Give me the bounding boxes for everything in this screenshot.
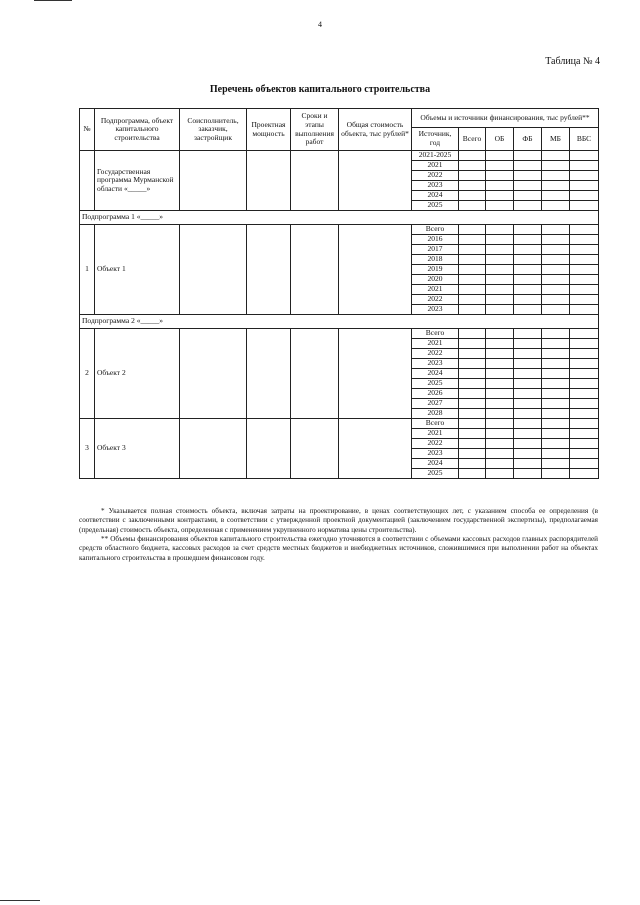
year-cell: 2024 — [412, 369, 459, 379]
object-3-num: 3 — [80, 419, 95, 479]
object-1-num: 1 — [80, 225, 95, 315]
header-program: Подпрограмма, объект капитального строительства — [95, 109, 180, 151]
header-executor: Соисполнитель, заказчик, застройщик — [180, 109, 247, 151]
object-2-name: Объект 2 — [95, 329, 180, 419]
year-cell: Всего — [412, 419, 459, 429]
header-total: Всего — [459, 128, 486, 151]
table-row — [80, 225, 599, 235]
year-cell: 2018 — [412, 255, 459, 265]
subprogram-1-label: Подпрограмма 1 «_____» — [80, 211, 599, 225]
footnotes — [79, 507, 598, 563]
year-cell: 2021 — [412, 161, 459, 171]
year-cell: 2021-2025 — [412, 151, 459, 161]
header-capacity: Проектная мощность — [247, 109, 291, 151]
year-cell: 2022 — [412, 439, 459, 449]
page-title: Перечень объектов капитального строительства — [209, 84, 431, 95]
year-cell: 2026 — [412, 389, 459, 399]
top-edge-line — [34, 0, 72, 1]
year-cell: 2024 — [412, 191, 459, 201]
capital-objects-table — [79, 108, 599, 479]
year-cell: 2017 — [412, 245, 459, 255]
program-name: Государственная программа Мурманской области «_____» — [95, 151, 180, 211]
year-cell: 2025 — [412, 379, 459, 389]
year-cell: 2020 — [412, 275, 459, 285]
table-row — [80, 151, 599, 161]
header-fb: ФБ — [514, 128, 542, 151]
header-funding: Объемы и источники финансирования, тыс рублей** — [412, 109, 599, 128]
footnote-2: ** Объемы финансирования объектов капитального строительства ежегодно уточняются в соответствии с объемами кассовых расходов главных распорядителей средств областного бюджета, кассовых расходов за счет средств местных бюджетов и внебюджетных источников, сложившимися при выполнении работ на объектах капитального строительства в прошедшем финансовом году. — [79, 535, 598, 562]
year-cell: 2016 — [412, 235, 459, 245]
year-cell: 2028 — [412, 409, 459, 419]
year-cell: 2023 — [412, 449, 459, 459]
table-label: Таблица № 4 — [545, 56, 600, 67]
year-cell: Всего — [412, 225, 459, 235]
year-cell: 2023 — [412, 359, 459, 369]
year-cell: 2023 — [412, 305, 459, 315]
year-cell: 2021 — [412, 429, 459, 439]
year-cell: 2019 — [412, 265, 459, 275]
header-vbs: ВБС — [570, 128, 599, 151]
year-cell: 2025 — [412, 201, 459, 211]
header-num: № — [80, 109, 95, 151]
year-cell: 2022 — [412, 171, 459, 181]
page-number: 4 — [318, 20, 322, 29]
object-1-name: Объект 1 — [95, 225, 180, 315]
object-2-num: 2 — [80, 329, 95, 419]
bottom-edge-line — [0, 900, 40, 901]
year-cell: 2023 — [412, 181, 459, 191]
object-3-name: Объект 3 — [95, 419, 180, 479]
subprogram-row — [80, 315, 599, 329]
table-row — [80, 329, 599, 339]
year-cell: 2025 — [412, 469, 459, 479]
year-cell: 2027 — [412, 399, 459, 409]
header-cost: Общая стоимость объекта, тыс рублей* — [339, 109, 412, 151]
header-source-year: Источник, год — [412, 128, 459, 151]
subprogram-row — [80, 211, 599, 225]
footnote-1: * Указывается полная стоимость объекта, включая затраты на проектирование, в ценах соответствующих лет, с указанием способа ее определения (в соответствии с заключенными контрактами, в соответствии с утвержденной проектной документацией (заключением государственной экспертизы), предполагаемая (предельная) стоимость объекта, определенная с применением укрупненного норматива цены строительства). — [79, 507, 598, 534]
header-ob: ОБ — [486, 128, 514, 151]
year-cell: 2021 — [412, 339, 459, 349]
year-cell: 2022 — [412, 295, 459, 305]
header-mb: МБ — [542, 128, 570, 151]
subprogram-2-label: Подпрограмма 2 «_____» — [80, 315, 599, 329]
year-cell: 2022 — [412, 349, 459, 359]
year-cell: Всего — [412, 329, 459, 339]
table-row — [80, 419, 599, 429]
year-cell: 2024 — [412, 459, 459, 469]
header-terms: Сроки и этапы выполнения работ — [291, 109, 339, 151]
year-cell: 2021 — [412, 285, 459, 295]
